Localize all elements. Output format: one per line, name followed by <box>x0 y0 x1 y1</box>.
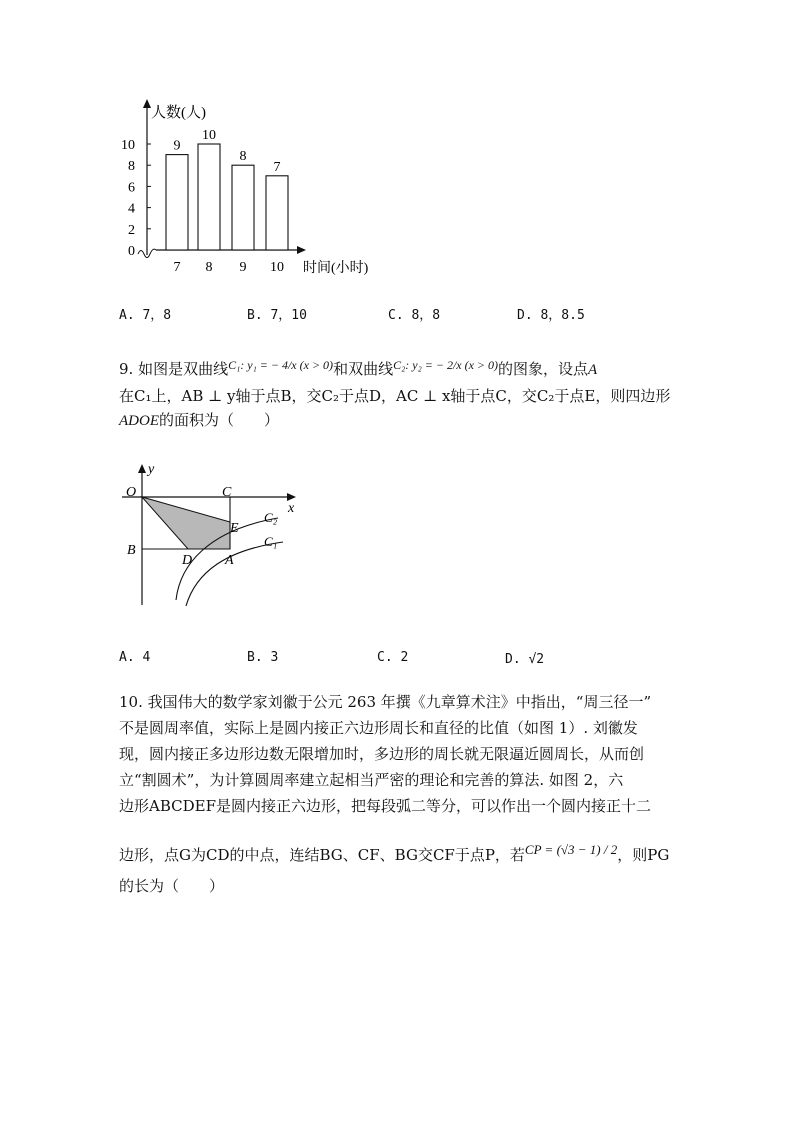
q8-option-b[interactable]: B. 7，10 <box>247 308 307 323</box>
label-b: B <box>127 543 136 558</box>
q10-line-1: 10. 我国伟大的数学家刘徽于公元 263 年撰《九章算术注》中指出，“周三径一” <box>119 693 652 711</box>
label-y: y <box>148 462 155 477</box>
q9-quadrilateral: ADOE <box>119 413 159 429</box>
q9-option-c[interactable]: C. 2 <box>377 650 409 665</box>
c1-formula: C₁: y₁ = − 4/x (x > 0) <box>228 358 334 372</box>
y-axis-arrow <box>143 99 151 108</box>
q9-question: 的面积为（ ） <box>159 411 280 429</box>
bar-7 <box>166 155 188 250</box>
q9-option-b[interactable]: B. 3 <box>247 650 279 665</box>
cp-formula: CP = (√3 − 1) / 2 <box>524 842 618 857</box>
q9-number: 9. <box>119 360 134 378</box>
diagram-y-arrow <box>138 464 146 473</box>
y-tick-label: 8 <box>128 159 135 175</box>
label-e: E <box>230 521 239 536</box>
q10-line-3: 现，圆内接正多边形边数无限增加时，多边形的周长就无限逼近圆周长，从而创 <box>119 745 645 763</box>
q9-text-c: 的图象，设点 <box>498 360 589 378</box>
y-tick-label: 6 <box>128 180 135 196</box>
q9-point-a: A <box>588 362 598 378</box>
q9-option-d[interactable]: D. √2 <box>505 652 545 667</box>
bar-8 <box>198 144 220 250</box>
y-tick-label: 0 <box>128 244 135 259</box>
y-tick-label: 10 <box>121 138 135 153</box>
y-tick-label: 4 <box>128 201 135 217</box>
label-c: C <box>222 485 232 500</box>
q9-line-2: 在C₁上，AB ⊥ y轴于点B，交C₂于点D，AC ⊥ x轴于点C，交C₂于点E，则四边形 <box>119 387 671 405</box>
y-tick-label: 2 <box>128 222 135 238</box>
bar-value-label: 9 <box>173 138 181 154</box>
diagram-x-arrow <box>287 493 296 501</box>
shaded-region-adoe <box>142 497 230 549</box>
q9-line-3 <box>119 407 279 435</box>
q10-line-6 <box>119 842 669 869</box>
c2-formula: C₂: y₂ = − 2/x (x > 0) <box>393 358 499 372</box>
q10-line-6-text: 边形，点G为CD的中点，连结BG、CF、BG交CF于点P，若 <box>119 846 525 864</box>
x-tick-label: 7 <box>173 260 181 275</box>
q10-line-4: 立“割圆术”，为计算圆周率建立起相当严密的理论和完善的算法. 如图 2，六 <box>119 771 624 789</box>
q10-line-5: 边形ABCDEF是圆内接正六边形，把每段弧二等分，可以作出一个圆内接正十二 <box>119 797 651 815</box>
x-axis-label: 时间(小时) <box>303 261 369 276</box>
label-c1: C₁ <box>264 534 278 549</box>
label-o: O <box>126 485 137 500</box>
label-d: D <box>182 553 193 568</box>
label-a: A <box>225 553 234 568</box>
q10-line-6-end: ，则PG <box>617 846 670 864</box>
bar-9 <box>232 165 254 250</box>
y-axis-label: 人数(人) <box>151 105 206 121</box>
label-x: x <box>288 501 295 516</box>
q8-option-a[interactable]: A. 7，8 <box>119 308 172 323</box>
q9-line-1 <box>119 356 597 384</box>
bar-chart <box>110 95 410 285</box>
q9-text-b: 和双曲线 <box>333 360 394 378</box>
x-tick-label: 9 <box>239 260 247 275</box>
bar-value-label: 8 <box>239 149 247 165</box>
x-tick-label: 8 <box>205 260 213 275</box>
x-axis-arrow <box>297 246 306 254</box>
q10-line-7: 的长为（ ） <box>119 877 225 895</box>
q8-option-d[interactable]: D. 8，8.5 <box>517 308 585 323</box>
q9-text-a: 如图是双曲线 <box>138 360 229 378</box>
q8-option-c[interactable]: C. 8，8 <box>388 308 441 323</box>
x-tick-label: 10 <box>270 260 284 275</box>
bar-value-label: 7 <box>273 159 281 175</box>
hyperbola-diagram <box>118 460 318 610</box>
bar-value-label: 10 <box>202 128 216 143</box>
q10-line-2: 不是圆周率值，实际上是圆内接正六边形周长和直径的比值（如图 1）. 刘徽发 <box>119 719 638 737</box>
bar-10 <box>266 176 288 250</box>
label-c2: C₂ <box>264 510 278 525</box>
q9-option-a[interactable]: A. 4 <box>119 650 151 665</box>
